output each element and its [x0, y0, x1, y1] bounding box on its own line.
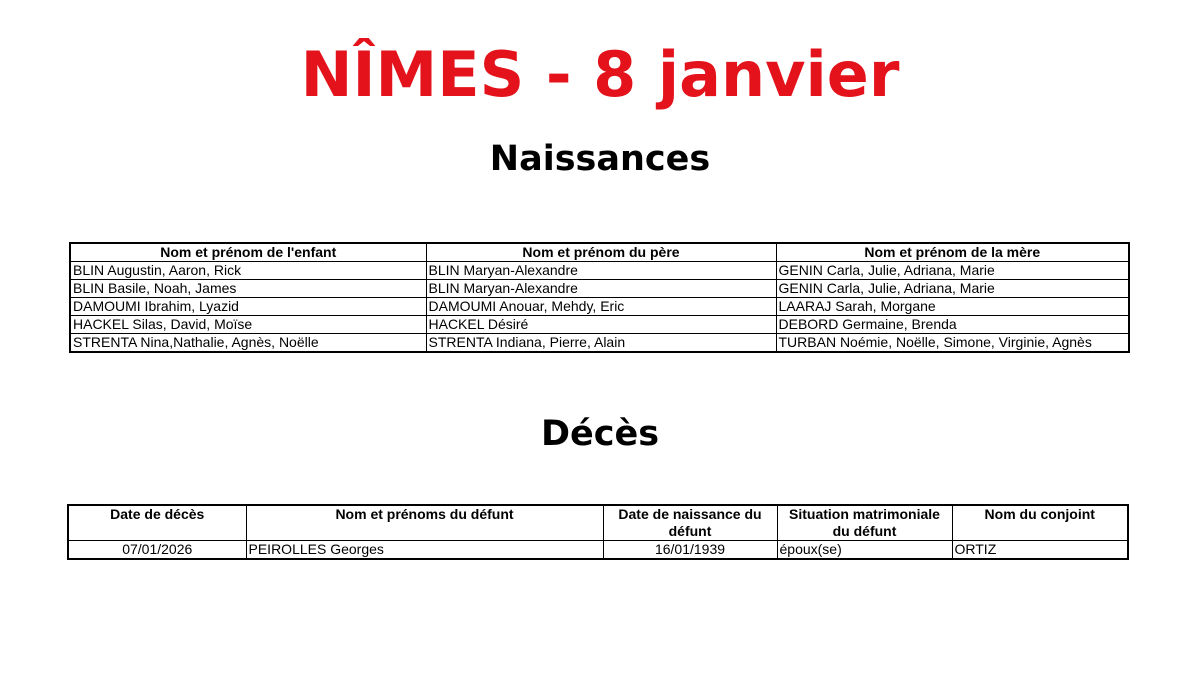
father-name-cell: DAMOUMI Anouar, Mehdy, Eric [426, 298, 776, 316]
mother-name-cell: TURBAN Noémie, Noëlle, Simone, Virginie, Agnès [776, 334, 1129, 353]
mother-name-cell: DEBORD Germaine, Brenda [776, 316, 1129, 334]
column-header-deceased-name: Nom et prénoms du défunt [246, 505, 603, 541]
birth-date-cell: 16/01/1939 [603, 541, 777, 560]
column-header-mother: Nom et prénom de la mère [776, 243, 1129, 262]
table-row [70, 280, 1129, 298]
table-row [70, 262, 1129, 280]
deceased-name-cell: PEIROLLES Georges [246, 541, 603, 560]
mother-name-cell: LAARAJ Sarah, Morgane [776, 298, 1129, 316]
table-row [68, 541, 1128, 560]
father-name-cell: BLIN Maryan-Alexandre [426, 262, 776, 280]
column-header-father: Nom et prénom du père [426, 243, 776, 262]
births-header-row [70, 243, 1129, 262]
births-heading: Naissances [489, 139, 711, 179]
marital-status-cell: époux(se) [777, 541, 952, 560]
deaths-header-row [68, 505, 1128, 541]
table-row [70, 298, 1129, 316]
births-table [69, 242, 1130, 353]
page-title: NÎMES - 8 janvier [300, 38, 900, 111]
deaths-table [67, 504, 1129, 560]
father-name-cell: STRENTA Indiana, Pierre, Alain [426, 334, 776, 353]
child-name-cell: DAMOUMI Ibrahim, Lyazid [70, 298, 426, 316]
column-header-child: Nom et prénom de l'enfant [70, 243, 426, 262]
spouse-name-cell: ORTIZ [952, 541, 1128, 560]
column-header-birth-date: Date de naissance du défunt [603, 505, 777, 541]
deaths-heading: Décès [540, 414, 660, 454]
table-row [70, 316, 1129, 334]
child-name-cell: BLIN Basile, Noah, James [70, 280, 426, 298]
child-name-cell: HACKEL Silas, David, Moïse [70, 316, 426, 334]
father-name-cell: BLIN Maryan-Alexandre [426, 280, 776, 298]
table-row [70, 334, 1129, 353]
column-header-marital-status: Situation matrimoniale du défunt [777, 505, 952, 541]
mother-name-cell: GENIN Carla, Julie, Adriana, Marie [776, 280, 1129, 298]
column-header-death-date: Date de décès [68, 505, 246, 541]
death-date-cell: 07/01/2026 [68, 541, 246, 560]
mother-name-cell: GENIN Carla, Julie, Adriana, Marie [776, 262, 1129, 280]
column-header-spouse-name: Nom du conjoint [952, 505, 1128, 541]
father-name-cell: HACKEL Désiré [426, 316, 776, 334]
child-name-cell: STRENTA Nina,Nathalie, Agnès, Noëlle [70, 334, 426, 353]
child-name-cell: BLIN Augustin, Aaron, Rick [70, 262, 426, 280]
